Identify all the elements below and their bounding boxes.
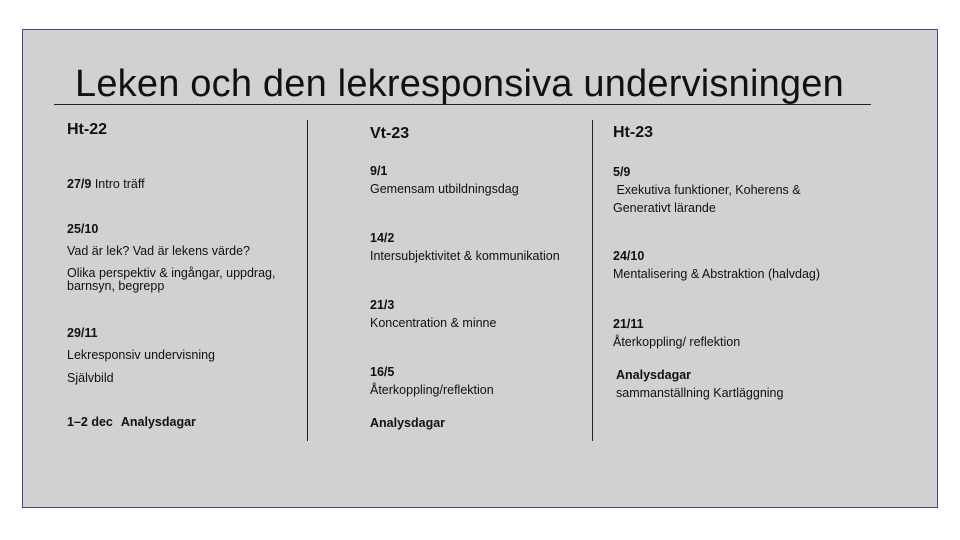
entry-24-10 (613, 249, 820, 282)
entry-analysdagar: Analysdagar (370, 416, 446, 430)
entry-1-2-dec (67, 415, 196, 430)
slide-title: Leken och den lekresponsiva undervisningen (75, 63, 844, 105)
entry-line: Koncentration & minne (370, 316, 497, 330)
entry-5-9 (613, 165, 801, 216)
column-heading-ht22: Ht-22 (67, 121, 108, 138)
entry-line: Återkoppling/ reflektion (613, 335, 741, 349)
entry-date: 29/11 (67, 326, 98, 340)
entry-date: 16/5 (370, 365, 395, 379)
entry-analysdagar-ht23 (616, 368, 783, 401)
entry-line: Gemensam utbildningsdag (370, 182, 519, 196)
entry-date: 24/10 (613, 249, 645, 263)
column-divider-2 (592, 120, 593, 441)
entry-25-10 (67, 222, 275, 293)
entry-text: Analysdagar (120, 415, 196, 429)
title-divider (54, 104, 871, 105)
slide (22, 29, 938, 508)
entry-line: Mentalisering & Abstraktion (halvdag) (613, 267, 821, 281)
entry-line: Intersubjektivitet & kommunikation (370, 249, 560, 263)
column-heading-ht23: Ht-23 (613, 124, 654, 141)
entry-line: Generativt lärande (613, 201, 716, 215)
entry-line: Vad är lek? Vad är lekens värde? (67, 244, 250, 258)
entry-date: 27/9 (67, 177, 92, 191)
entry-line: sammanställning Kartläggning (616, 386, 784, 400)
entry-line: Självbild (67, 371, 114, 385)
entry-line: Lekresponsiv undervisning (67, 348, 216, 362)
entry-line: barnsyn, begrepp (67, 279, 165, 293)
entry-date: 14/2 (370, 231, 395, 245)
entry-date: 21/3 (370, 298, 395, 312)
entry-9-1 (370, 164, 519, 197)
entry-line: Olika perspektiv & ingångar, uppdrag, (67, 266, 276, 280)
column-heading-vt23: Vt-23 (370, 125, 410, 142)
entry-text: Intro träff (91, 177, 145, 191)
entry-date: 9/1 (370, 164, 388, 178)
entry-date: 25/10 (67, 222, 99, 236)
entry-16-5 (370, 365, 494, 398)
entry-14-2 (370, 231, 560, 264)
entry-date: 5/9 (613, 165, 631, 179)
entry-line: Exekutiva funktioner, Koherens & (613, 183, 801, 197)
column-divider-1 (307, 120, 308, 441)
entry-line: Återkoppling/reflektion (370, 383, 494, 397)
entry-21-11 (613, 317, 740, 350)
entry-29-11 (67, 326, 215, 386)
entry-date: 1–2 dec (67, 415, 113, 429)
entry-date: Analysdagar (616, 368, 692, 382)
entry-27-9 (67, 177, 145, 192)
entry-date: 21/11 (613, 317, 644, 331)
entry-21-3 (370, 298, 496, 331)
